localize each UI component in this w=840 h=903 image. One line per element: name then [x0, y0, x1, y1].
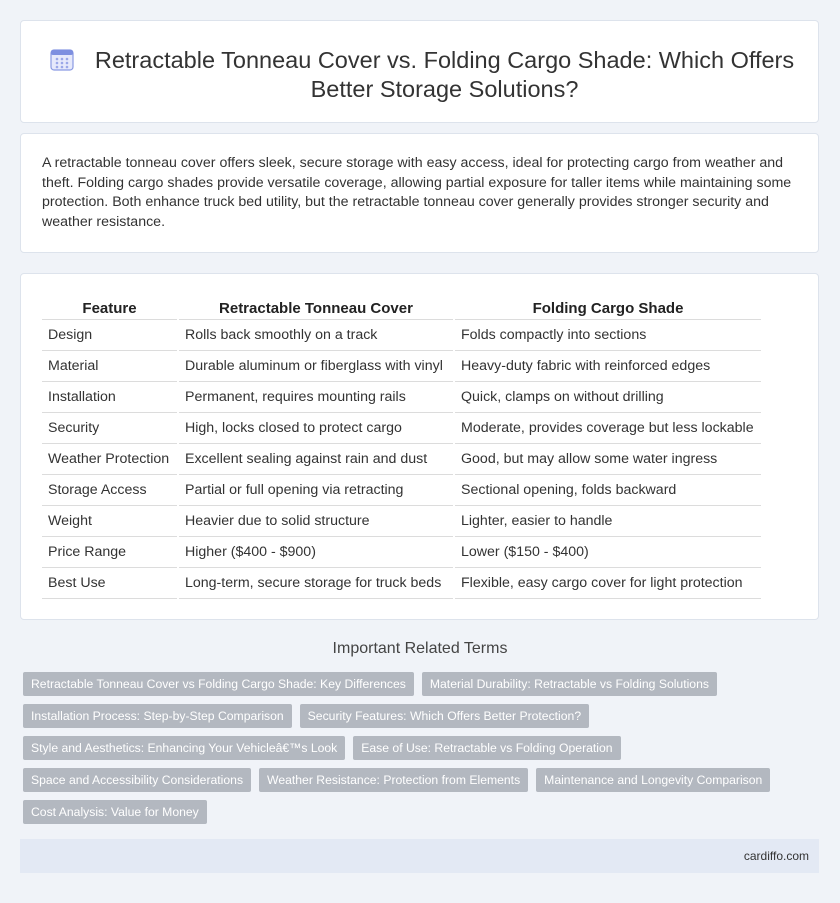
folding-cell: Moderate, provides coverage but less lockable	[454, 413, 761, 444]
retractable-cell: Permanent, requires mounting rails	[178, 382, 454, 413]
retractable-cell: Rolls back smoothly on a track	[178, 320, 454, 351]
tag-row	[23, 704, 783, 728]
table-row	[42, 506, 761, 537]
feature-cell: Design	[42, 320, 178, 351]
retractable-cell: Higher ($400 - $900)	[178, 537, 454, 568]
folding-cell: Good, but may allow some water ingress	[454, 444, 761, 475]
summary-text: A retractable tonneau cover offers sleek, secure storage with easy access, ideal for protecting cargo from weather and theft. Folding cargo shades provide versatile coverage, allowing partial exposure for taller items while maintaining some protection. Both enhance truck bed utility, but the retractable tonneau cover generally provides stronger security and weather resistance.	[42, 155, 792, 230]
feature-cell: Material	[42, 351, 178, 382]
feature-cell: Storage Access	[42, 475, 178, 506]
folding-cell: Lighter, easier to handle	[454, 506, 761, 537]
related-terms-heading: Important Related Terms	[332, 640, 508, 657]
tag-row	[23, 736, 783, 760]
page-title: Retractable Tonneau Cover vs. Folding Cargo Shade: Which Offers Better Storage Solutions?	[94, 47, 795, 102]
tag-row	[23, 768, 783, 792]
summary-card	[20, 133, 819, 253]
footer	[20, 839, 819, 873]
related-term-tag[interactable]: Cost Analysis: Value for Money	[23, 800, 207, 824]
feature-cell: Weather Protection	[42, 444, 178, 475]
retractable-cell: Heavier due to solid structure	[178, 506, 454, 537]
header-retractable: Retractable Tonneau Cover	[178, 296, 454, 320]
related-term-tag[interactable]: Weather Resistance: Protection from Elements	[259, 768, 528, 792]
table-row	[42, 320, 761, 351]
feature-cell: Weight	[42, 506, 178, 537]
folding-cell: Folds compactly into sections	[454, 320, 761, 351]
header-feature: Feature	[42, 296, 178, 320]
table-row	[42, 444, 761, 475]
table-header-row	[42, 296, 761, 320]
header-folding: Folding Cargo Shade	[454, 296, 761, 320]
related-term-tag[interactable]: Maintenance and Longevity Comparison	[536, 768, 770, 792]
folding-cell: Heavy-duty fabric with reinforced edges	[454, 351, 761, 382]
feature-cell: Installation	[42, 382, 178, 413]
related-term-tag[interactable]: Ease of Use: Retractable vs Folding Operation	[353, 736, 620, 760]
folding-cell: Lower ($150 - $400)	[454, 537, 761, 568]
title-card	[20, 20, 819, 123]
retractable-cell: Partial or full opening via retracting	[178, 475, 454, 506]
related-term-tag[interactable]: Style and Aesthetics: Enhancing Your Vehicleâ€™s Look	[23, 736, 345, 760]
tag-row	[23, 672, 783, 696]
feature-cell: Security	[42, 413, 178, 444]
table-row	[42, 413, 761, 444]
related-term-tag[interactable]: Security Features: Which Offers Better Protection?	[300, 704, 589, 728]
retractable-cell: Durable aluminum or fiberglass with vinyl	[178, 351, 454, 382]
related-term-tag[interactable]: Installation Process: Step-by-Step Comparison	[23, 704, 292, 728]
related-term-tag[interactable]: Material Durability: Retractable vs Folding Solutions	[422, 672, 717, 696]
table-row	[42, 568, 761, 599]
table-row	[42, 382, 761, 413]
retractable-cell: Long-term, secure storage for truck beds	[178, 568, 454, 599]
folding-cell: Sectional opening, folds backward	[454, 475, 761, 506]
table-row	[42, 351, 761, 382]
calendar-icon	[49, 46, 75, 72]
related-term-tag[interactable]: Space and Accessibility Considerations	[23, 768, 251, 792]
retractable-cell: Excellent sealing against rain and dust	[178, 444, 454, 475]
folding-cell: Quick, clamps on without drilling	[454, 382, 761, 413]
related-terms-list	[23, 672, 783, 832]
tag-row	[23, 800, 783, 824]
feature-cell: Price Range	[42, 537, 178, 568]
footer-site-name: cardiffo.com	[743, 849, 809, 863]
related-term-tag[interactable]: Retractable Tonneau Cover vs Folding Cargo Shade: Key Differences	[23, 672, 414, 696]
comparison-table	[42, 296, 761, 599]
retractable-cell: High, locks closed to protect cargo	[178, 413, 454, 444]
folding-cell: Flexible, easy cargo cover for light protection	[454, 568, 761, 599]
table-row	[42, 537, 761, 568]
feature-cell: Best Use	[42, 568, 178, 599]
table-row	[42, 475, 761, 506]
comparison-card	[20, 273, 819, 620]
